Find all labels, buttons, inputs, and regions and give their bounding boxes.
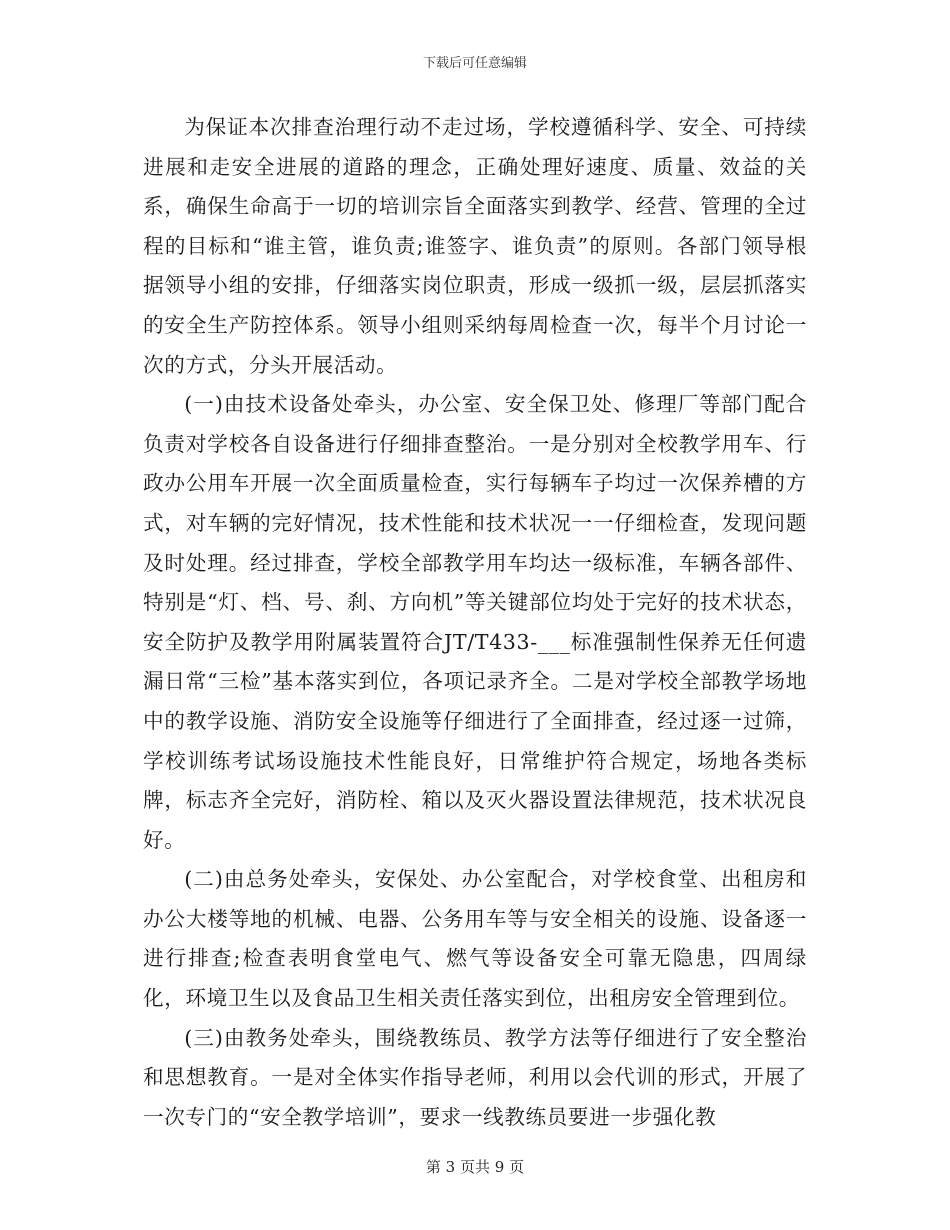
page-header: 下载后可任意编辑 bbox=[422, 56, 527, 71]
paragraph-intro: 为保证本次排查治理行动不走过场，学校遵循科学、安全、可持续进展和走安全进展的道路的理念，正确处理好速度、质量、效益的关系，确保生命高于一切的培训宗旨全面落实到教学、经营、管理的全过程的目标和“谁主管，谁负责;谁签字、谁负责”的原则。各部门领导根据领导小组的安排，仔细落实岗位职责，形成一级抓一级，层层抓落实的安全生产防控体系。领导小组则采纳每周检查一次，每半个月讨论一次的方式，分头开展活动。 bbox=[143, 115, 807, 377]
paragraph-section-2: (二)由总务处牵头，安保处、办公室配合，对学校食堂、出租房和办公大楼等地的机械、电器、公务用车等与安全相关的设施、设备逐一进行排查;检查表明食堂电气、燃气等设备安全可靠无隐患，四周绿化，环境卫生以及食品卫生相关责任落实到位，出租房安全管理到位。 bbox=[143, 867, 807, 1011]
paragraph-section-3: (三)由教务处牵头，围绕教练员、教学方法等仔细进行了安全整治和思想教育。一是对全体实作指导老师，利用以会代训的形式，开展了一次专门的“安全教学培训”，要求一线教练员要进一步强化教 bbox=[143, 1025, 807, 1129]
document-body bbox=[143, 108, 807, 1137]
paragraph-section-1: (一)由技术设备处牵头，办公室、安全保卫处、修理厂等部门配合负责对学校各自设备进行仔细排查整治。一是分别对全校教学用车、行政办公用车开展一次全面质量检查，实行每辆车子均过一次保养槽的方式，对车辆的完好情况，技术性能和技术状况一一仔细检查，发现问题及时处理。经过排查，学校全部教学用车均达一级标准，车辆各部件、特别是“灯、档、号、刹、方向机”等关键部位均处于完好的技术状态，安全防护及教学用附属装置符合JT/T433-___标准强制性保养无任何遗漏日常“三检”基本落实到位，各项记录齐全。二是对学校全部教学场地中的教学设施、消防安全设施等仔细进行了全面排查，经过逐一过筛，学校训练考试场设施技术性能良好，日常维护符合规定，场地各类标牌，标志齐全完好，消防栓、箱以及灭火器设置法律规范，技术状况良好。 bbox=[143, 392, 807, 852]
page-number-footer: 第 3 页共 9 页 bbox=[425, 1158, 525, 1176]
